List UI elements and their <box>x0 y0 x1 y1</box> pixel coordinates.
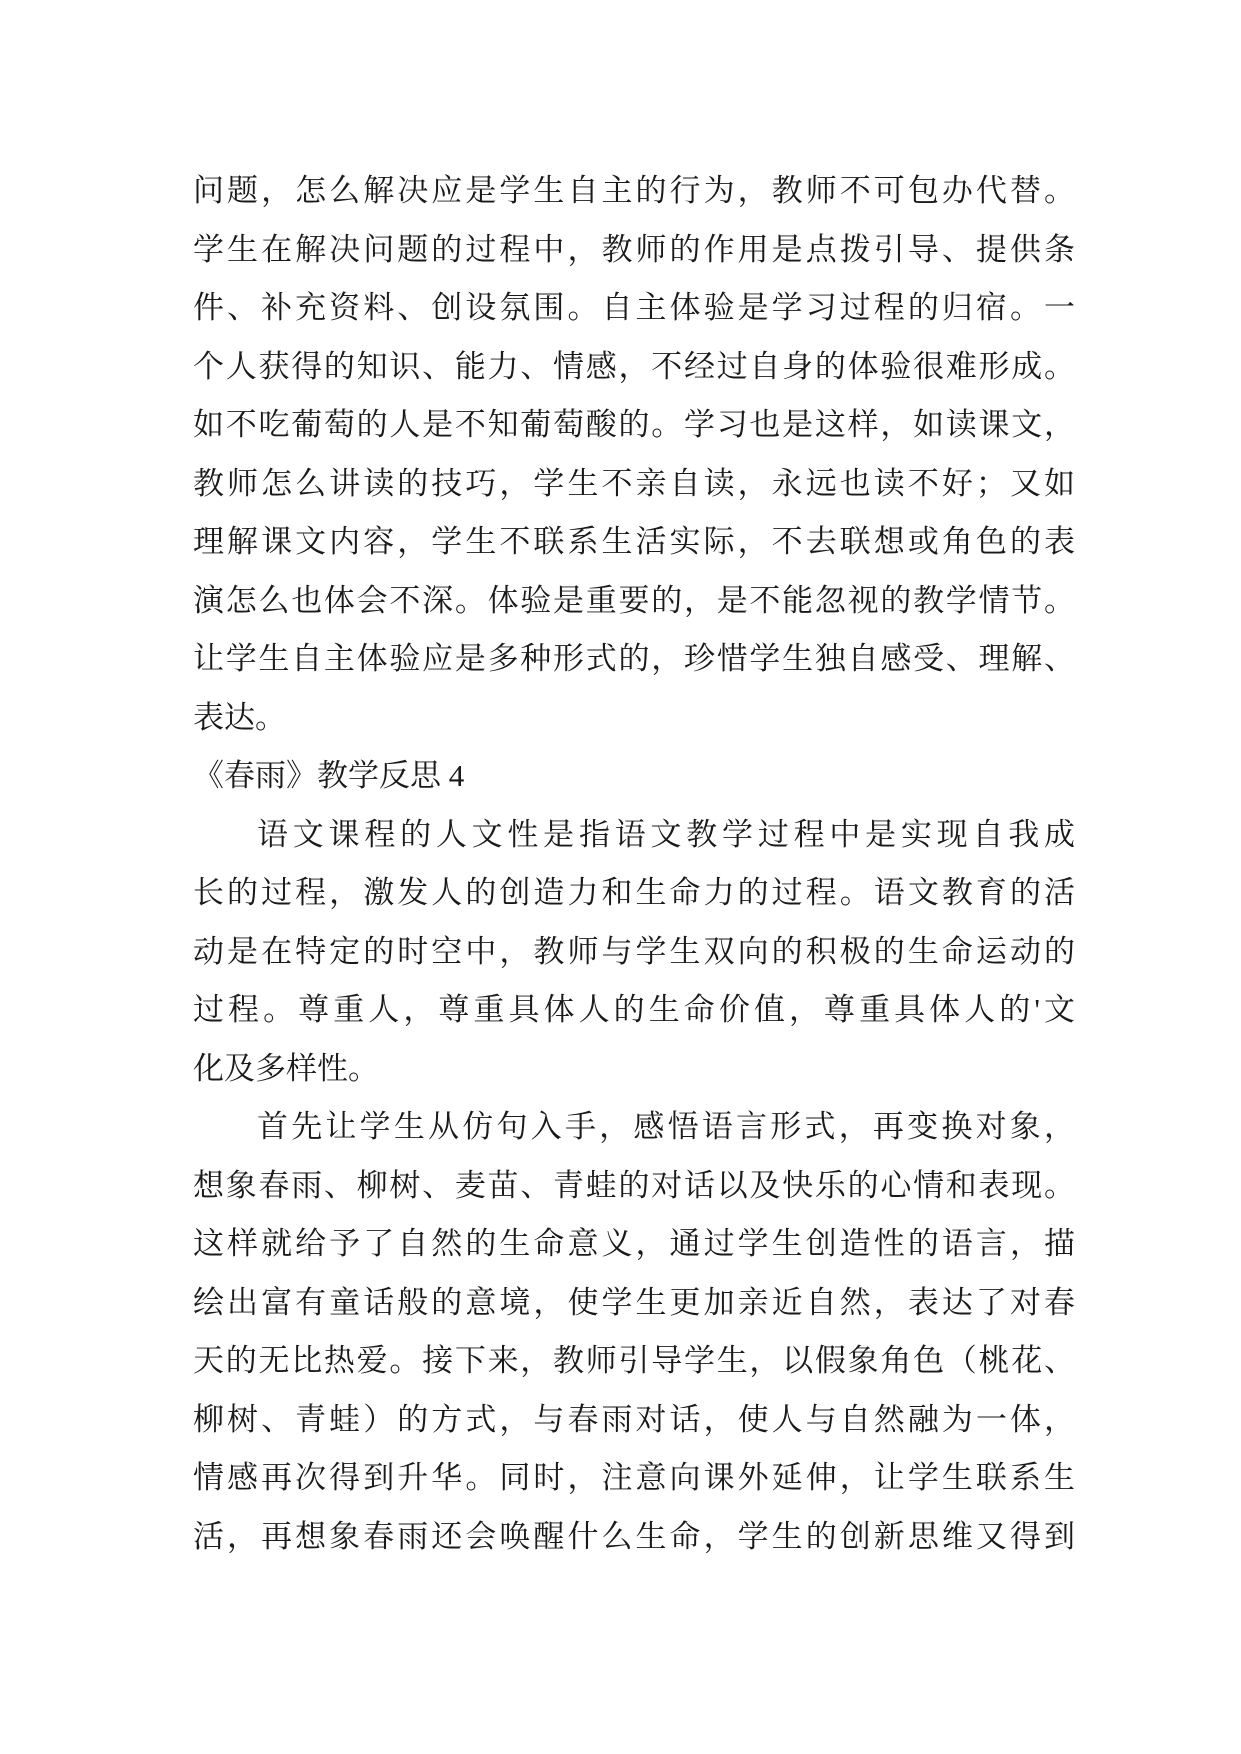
text-line: 动是在特定的时空中，教师与学生双向的积极的生命运动的 <box>193 933 1075 969</box>
document-body <box>193 162 1075 1566</box>
text-line: 这样就给予了自然的生命意义，通过学生创造性的语言，描 <box>193 1226 1075 1261</box>
text-line: 柳树、青蛙）的方式，与春雨对话，使人与自然融为一体， <box>193 1401 1075 1437</box>
text-line: 长的过程，激发人的创造力和生命力的过程。语文教育的活 <box>193 875 1075 910</box>
text-line: 教师怎么讲读的技巧，学生不亲自读，永远也读不好；又如 <box>193 465 1075 501</box>
paragraph-2 <box>193 1098 1075 1566</box>
text-line: 情感再次得到升华。同时，注意向课外延伸，让学生联系生 <box>193 1460 1075 1495</box>
text-line: 让学生自主体验应是多种形式的，珍惜学生独自感受、理解、 <box>193 641 1075 676</box>
text-line: 语文课程的人文性是指语文教学过程中是实现自我成 <box>257 816 1075 852</box>
text-line: 想象春雨、柳树、麦苗、青蛙的对话以及快乐的心情和表现。 <box>193 1167 1075 1203</box>
continued-paragraph <box>193 162 1075 747</box>
text-line: 个人获得的知识、能力、情感，不经过自身的体验很难形成。 <box>193 348 1075 384</box>
text-line: 绘出富有童话般的意境，使学生更加亲近自然，表达了对春 <box>193 1284 1075 1320</box>
text-line: 问题，怎么解决应是学生自主的行为，教师不可包办代替。 <box>193 173 1075 208</box>
text-line: 演怎么也体会不深。体验是重要的，是不能忽视的教学情节。 <box>193 582 1075 618</box>
paragraph-1 <box>193 806 1075 1099</box>
text-line: 件、补充资料、创设氛围。自主体验是学习过程的归宿。一 <box>193 290 1075 325</box>
text-line: 化及多样性。 <box>193 1050 379 1086</box>
text-line: 活，再想象春雨还会唤醒什么生命，学生的创新思维又得到 <box>193 1518 1075 1554</box>
text-line: 学生在解决问题的过程中，教师的作用是点拨引导、提供条 <box>193 231 1075 267</box>
text-line: 如不吃葡萄的人是不知葡萄酸的。学习也是这样，如读课文， <box>193 407 1075 442</box>
text-line: 理解课文内容，学生不联系生活实际，不去联想或角色的表 <box>193 524 1075 559</box>
text-line: 天的无比热爱。接下来，教师引导学生，以假象角色（桃花、 <box>193 1343 1075 1378</box>
text-line: 首先让学生从仿句入手，感悟语言形式，再变换对象， <box>257 1109 1075 1144</box>
text-line: 过程。尊重人，尊重具体人的生命价值，尊重具体人的'文 <box>193 992 1075 1027</box>
section-heading: 《春雨》教学反思 4 <box>193 758 465 793</box>
text-line: 表达。 <box>193 699 286 735</box>
